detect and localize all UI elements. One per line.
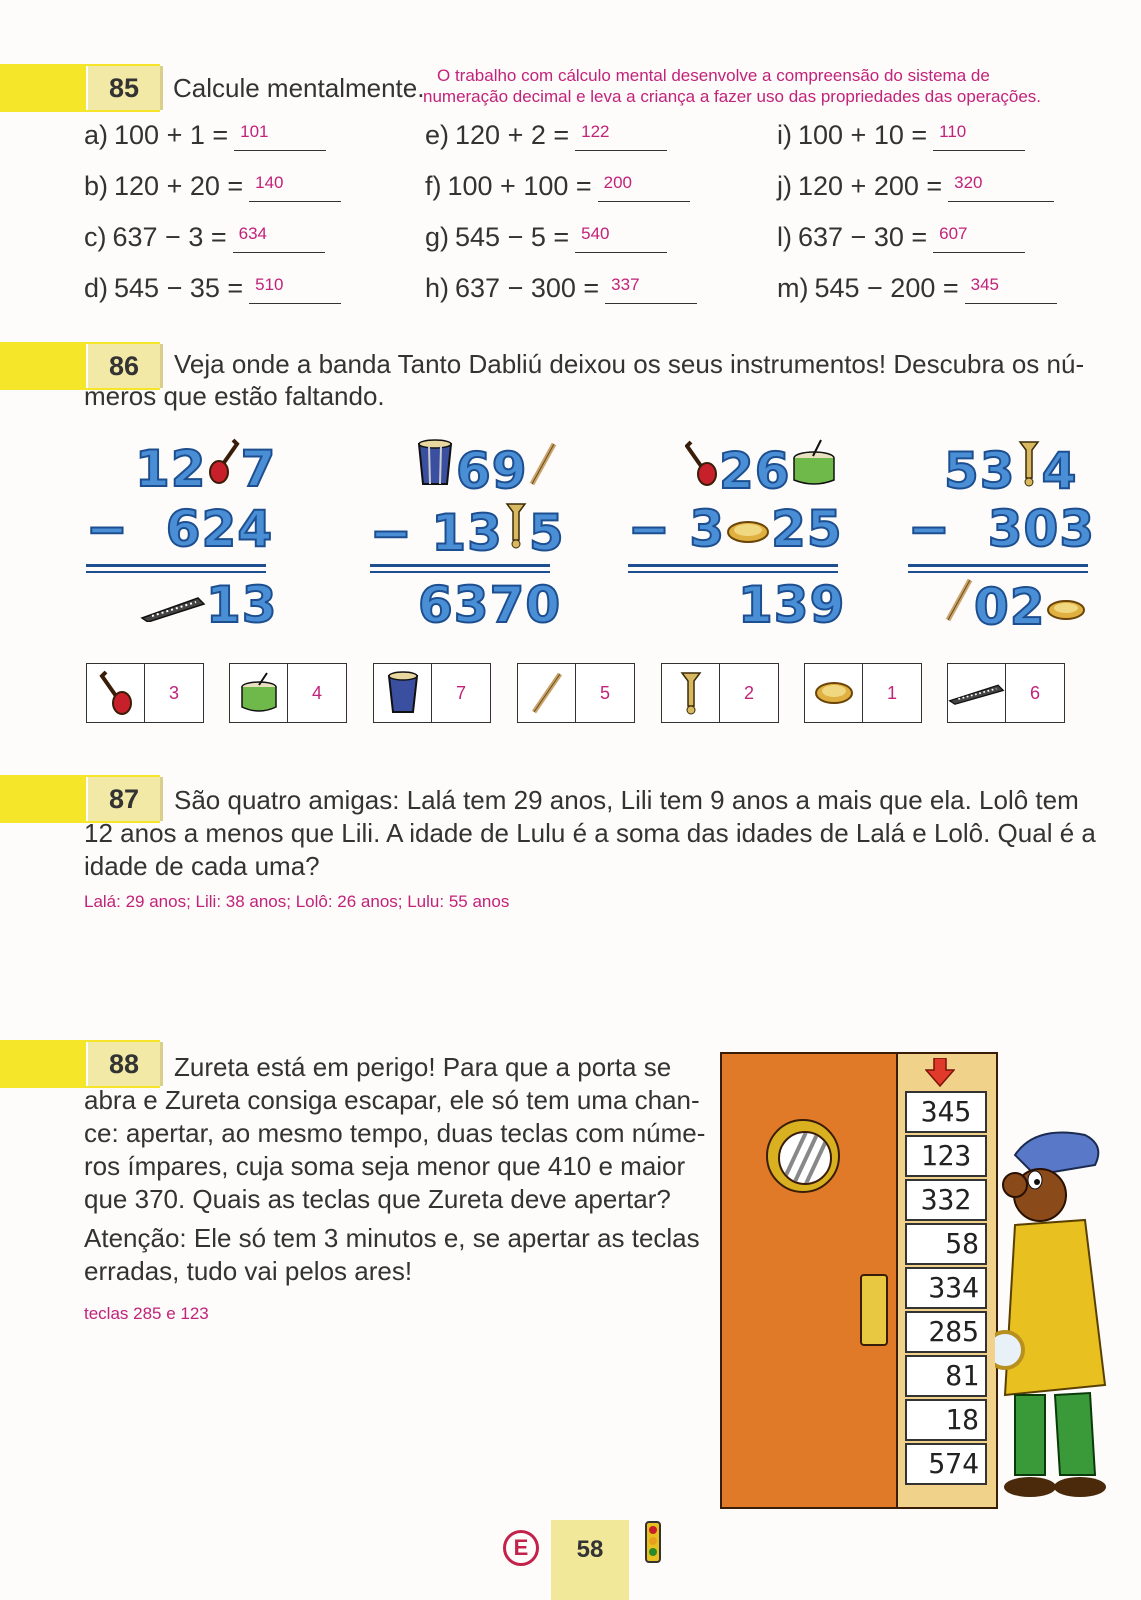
instrument-key-box	[517, 663, 635, 723]
guitar-icon	[685, 440, 719, 500]
instrument-key-box	[86, 663, 204, 723]
keypad-key[interactable]: 285	[905, 1311, 987, 1353]
exercise-88-line-4: ros ímpares, cuja soma seja menor que 410 e maior	[84, 1151, 686, 1181]
traffic-light-icon	[640, 1520, 666, 1573]
calc-item	[84, 171, 341, 202]
sum-line	[628, 571, 838, 573]
answer-value: 140	[255, 173, 284, 192]
answer-blank[interactable]	[234, 122, 326, 151]
item-label: d)	[84, 273, 109, 303]
item-label: b)	[84, 171, 109, 201]
instrument-value: 3	[168, 682, 179, 703]
calc-item	[777, 222, 1025, 253]
exercise-88-answer: teclas 285 e 123	[84, 1304, 209, 1323]
instrument-key-box	[229, 663, 347, 723]
minus-sign: −	[908, 500, 951, 558]
instrument-value: 2	[743, 682, 754, 703]
item-label: f)	[425, 171, 442, 201]
exercise-86-text-line-1: Veja onde a banda Tanto Dabliú deixou os seus instrumentos! Descubra os nú-	[174, 349, 1085, 379]
keypad-key[interactable]: 334	[905, 1267, 987, 1309]
item-expression: 637 − 30 =	[798, 222, 928, 252]
keypad-key[interactable]: 58	[905, 1223, 987, 1265]
keyboard-icon	[140, 576, 206, 634]
item-expression: 637 − 3 =	[112, 222, 227, 252]
sum-line	[908, 571, 1088, 573]
sum-line	[370, 571, 550, 573]
keypad-key[interactable]: 18	[905, 1399, 987, 1441]
digit-group: 13	[431, 504, 503, 562]
answer-blank[interactable]	[575, 122, 667, 151]
instrument-value: 6	[1029, 682, 1040, 703]
item-expression: 100 + 1 =	[114, 120, 229, 150]
answer-blank[interactable]	[233, 224, 325, 253]
answer-blank[interactable]	[965, 275, 1057, 304]
keyboard-icon	[948, 664, 1006, 722]
item-expression: 545 − 35 =	[114, 273, 244, 303]
exercise-number-85: 85	[86, 66, 163, 110]
answer-value: 101	[240, 122, 269, 141]
detective-illustration	[995, 1125, 1115, 1505]
keypad-key[interactable]: 123	[905, 1135, 987, 1177]
guitar-icon	[87, 664, 145, 722]
instrument-value: 7	[455, 682, 466, 703]
digit-group: 624	[165, 500, 274, 558]
exercise-87-answer: Lalá: 29 anos; Lili: 38 anos; Lolô: 26 anos; Lulu: 55 anos	[84, 892, 510, 911]
answer-value: 345	[970, 275, 999, 294]
exercise-number-86: 86	[86, 344, 163, 388]
item-expression: 100 + 10 =	[798, 120, 928, 150]
item-label: e)	[425, 120, 450, 150]
exercise-87-line-2: 12 anos a menos que Lili. A idade de Lulu é a soma das idades de Lalá e Lolô. Qual é a	[84, 818, 1096, 848]
flute-icon	[518, 664, 576, 722]
instrument-value: 5	[599, 682, 610, 703]
item-label: j)	[777, 171, 792, 201]
minus-sign: −	[370, 504, 413, 562]
digit-group: 13	[206, 576, 278, 634]
calc-item	[425, 171, 690, 202]
exercise-number-87: 87	[86, 777, 163, 821]
digit-group: 53	[944, 442, 1016, 500]
calc-item	[777, 273, 1057, 304]
flute-icon	[528, 440, 558, 500]
keypad-key[interactable]: 81	[905, 1355, 987, 1397]
exercise-88-warning-2: erradas, tudo vai pelos ares!	[84, 1256, 413, 1286]
door-handle-icon	[860, 1274, 888, 1346]
tambourine-icon	[1046, 578, 1086, 636]
drum-icon	[791, 438, 837, 500]
digit-group: 303	[987, 500, 1096, 558]
minus-sign: −	[628, 500, 671, 558]
item-expression: 120 + 20 =	[114, 171, 244, 201]
digit-group: 3	[689, 500, 726, 558]
calc-item	[84, 222, 325, 253]
instrument-key-box	[804, 663, 922, 723]
answer-blank[interactable]	[598, 173, 690, 202]
answer-value: 320	[954, 173, 983, 192]
tambourine-icon	[805, 664, 863, 722]
item-label: l)	[777, 222, 792, 252]
exercise-88-line-3: ce: apertar, ao mesmo tempo, duas teclas com núme-	[84, 1118, 706, 1148]
answer-blank[interactable]	[249, 275, 341, 304]
exercise-88-line-5: que 370. Quais as teclas que Zureta deve apertar?	[84, 1184, 671, 1214]
page-number: 58	[551, 1520, 629, 1600]
calc-item	[425, 120, 667, 151]
item-expression: 545 − 5 =	[455, 222, 570, 252]
item-label: a)	[84, 120, 109, 150]
item-expression: 100 + 100 =	[447, 171, 592, 201]
calc-item	[425, 222, 667, 253]
trumpet-icon	[503, 500, 529, 562]
exercise-87-line-1: São quatro amigas: Lalá tem 29 anos, Lili tem 9 anos a mais que ela. Lolô tem	[174, 785, 1079, 815]
edition-badge: E	[503, 1530, 539, 1566]
digit-group: 6370	[418, 576, 562, 634]
exercise-number-88: 88	[86, 1042, 163, 1086]
answer-value: 122	[581, 122, 610, 141]
answer-value: 200	[603, 173, 633, 192]
digit-group: 69	[456, 442, 528, 500]
calc-item	[777, 171, 1054, 202]
drum-icon	[230, 664, 288, 722]
trumpet-icon	[662, 664, 720, 722]
answer-blank[interactable]	[933, 122, 1025, 151]
keypad-key[interactable]: 332	[905, 1179, 987, 1221]
instrument-value: 1	[886, 682, 897, 703]
calc-item	[84, 273, 341, 304]
exercise-88-line-1: Zureta está em perigo! Para que a porta se	[174, 1052, 672, 1082]
digit-group: 12	[135, 440, 207, 498]
answer-value: 510	[255, 275, 284, 294]
digit-group: 139	[738, 576, 846, 634]
instrument-key-box	[947, 663, 1065, 723]
exercise-85-title: Calcule mentalmente.	[173, 73, 425, 103]
keypad-key[interactable]: 574	[905, 1443, 987, 1485]
digit-group: 26	[719, 442, 791, 500]
answer-value: 337	[611, 275, 640, 294]
digit-group: 4	[1041, 442, 1078, 500]
item-expression: 637 − 300 =	[455, 273, 600, 303]
answer-value: 540	[581, 224, 610, 243]
sum-line	[908, 564, 1088, 567]
door	[720, 1052, 900, 1509]
digit-group: 25	[771, 500, 843, 558]
item-label: i)	[777, 120, 792, 150]
instrument-key-box	[661, 663, 779, 723]
item-label: c)	[84, 222, 107, 252]
instrument-value: 4	[311, 682, 322, 703]
porthole-icon	[766, 1119, 840, 1193]
sum-line	[370, 564, 550, 567]
minus-sign: −	[86, 500, 129, 558]
answer-blank[interactable]	[605, 275, 697, 304]
exercise-87-line-3: idade de cada uma?	[84, 851, 320, 881]
digit-group: 5	[528, 504, 565, 562]
arrow-down-icon	[925, 1058, 955, 1093]
digit-group: 02	[974, 578, 1046, 636]
answer-value: 634	[238, 224, 267, 243]
teacher-note-line-1: O trabalho com cálculo mental desenvolve a compreensão do sistema de	[437, 66, 990, 85]
teacher-note-line-2: numeração decimal e leva a criança a fazer uso das propriedades das operações.	[423, 87, 1042, 106]
guitar-icon	[207, 438, 241, 498]
answer-blank[interactable]	[933, 224, 1025, 253]
answer-blank[interactable]	[249, 173, 341, 202]
exercise-88-line-2: abra e Zureta consiga escapar, ele só tem uma chan-	[84, 1085, 700, 1115]
sum-line	[86, 564, 266, 567]
exercise-86-text-line-2: meros que estão faltando.	[84, 381, 385, 411]
item-expression: 545 − 200 =	[814, 273, 959, 303]
calc-item	[84, 120, 326, 151]
flute-icon	[944, 576, 974, 636]
conga-icon	[374, 664, 432, 722]
conga-icon	[414, 438, 456, 500]
answer-value: 607	[939, 224, 968, 243]
answer-blank[interactable]	[948, 173, 1054, 202]
calc-item	[777, 120, 1025, 151]
sum-line	[86, 571, 266, 573]
tambourine-icon	[725, 500, 771, 558]
sum-line	[628, 564, 838, 567]
item-expression: 120 + 2 =	[455, 120, 570, 150]
trumpet-icon	[1016, 438, 1042, 500]
answer-blank[interactable]	[575, 224, 667, 253]
item-expression: 120 + 200 =	[798, 171, 943, 201]
item-label: h)	[425, 273, 450, 303]
answer-value: 110	[939, 122, 967, 141]
instrument-key-box	[373, 663, 491, 723]
digit-group: 7	[240, 440, 277, 498]
item-label: m)	[777, 273, 809, 303]
exercise-88-warning-1: Atenção: Ele só tem 3 minutos e, se apertar as teclas	[84, 1223, 700, 1253]
keypad-key[interactable]: 345	[905, 1091, 987, 1133]
item-label: g)	[425, 222, 450, 252]
calc-item	[425, 273, 697, 304]
